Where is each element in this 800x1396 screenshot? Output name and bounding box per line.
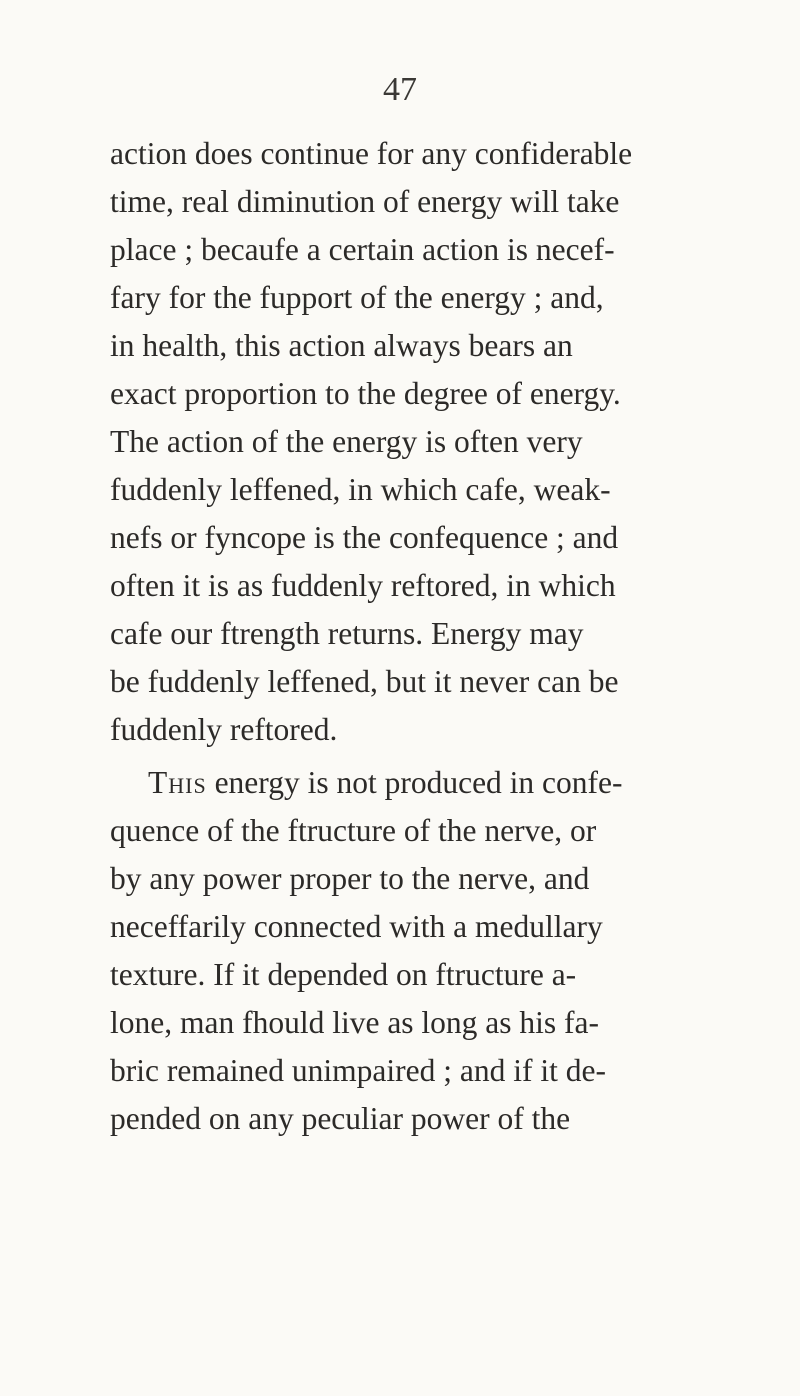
text-line: quence of the ftructure of the nerve, or bbox=[110, 813, 597, 848]
text-line: lone, man fhould live as long as his fa- bbox=[110, 1005, 600, 1040]
text-line: texture. If it depended on ftructure a- bbox=[110, 957, 577, 992]
text-line: The action of the energy is often very bbox=[110, 424, 583, 459]
text-line: exact proportion to the degree of energy. bbox=[110, 376, 621, 411]
text-line bbox=[110, 759, 720, 807]
paragraph-1 bbox=[110, 130, 720, 754]
text-line: often it is as fuddenly reftored, in which bbox=[110, 568, 616, 603]
paragraph-2 bbox=[110, 759, 720, 1143]
text-line: pended on any peculiar power of the bbox=[110, 1101, 571, 1136]
text-line: cafe our ftrength returns. Energy may bbox=[110, 616, 584, 651]
text-line: time, real diminution of energy will take bbox=[110, 184, 620, 219]
text-line: in health, this action always bears an bbox=[110, 328, 573, 363]
text-line: fuddenly reftored. bbox=[110, 712, 338, 747]
line-text: energy is not produced in confe- bbox=[206, 765, 623, 800]
text-line: bric remained unimpaired ; and if it de- bbox=[110, 1053, 606, 1088]
text-line: place ; becaufe a certain action is necef- bbox=[110, 232, 615, 267]
page-number: 47 bbox=[383, 71, 417, 108]
lead-word: This bbox=[148, 765, 207, 800]
text-line: action does continue for any confiderable bbox=[110, 136, 633, 171]
text-line: by any power proper to the nerve, and bbox=[110, 861, 590, 896]
text-line: fary for the fupport of the energy ; and, bbox=[110, 280, 604, 315]
text-line: nefs or fyncope is the confequence ; and bbox=[110, 520, 619, 555]
text-line: neceffarily connected with a medullary bbox=[110, 909, 603, 944]
text-line: fuddenly leffened, in which cafe, weak- bbox=[110, 472, 611, 507]
text-line: be fuddenly leffened, but it never can be bbox=[110, 664, 619, 699]
